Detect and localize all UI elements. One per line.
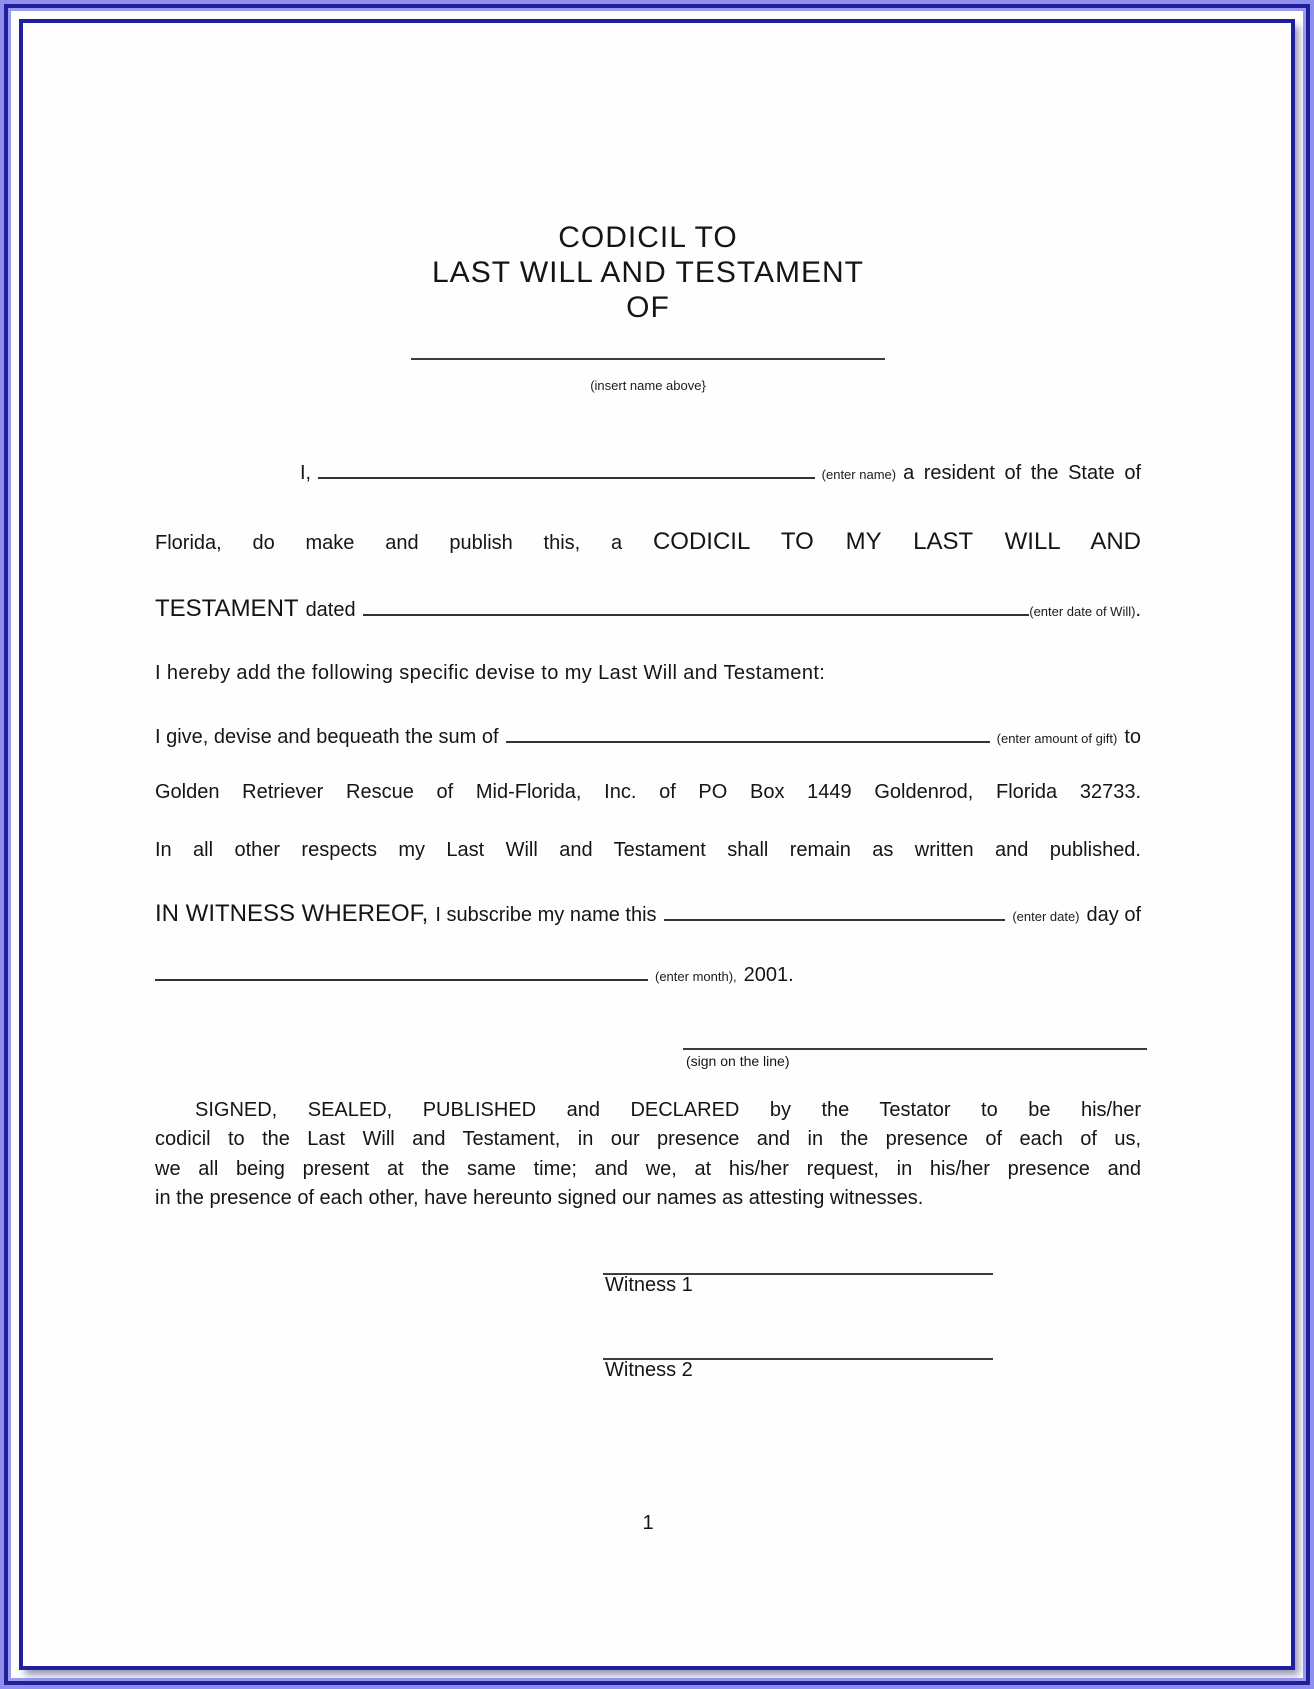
enter-name-note: (enter name): [821, 467, 897, 482]
page-number: 1: [642, 1512, 654, 1534]
attestation-line-1: SIGNED, SEALED, PUBLISHED and DECLARED by the Testator to be his/her: [195, 1099, 1141, 1121]
subscribe-text: I subscribe my name this: [435, 904, 657, 926]
dated-text: dated: [305, 599, 356, 621]
month-blank[interactable]: [155, 976, 648, 981]
respects-line: In all other respects my Last Will and Testament shall remain as written and published.: [155, 839, 1141, 861]
enter-month-note: (enter month),: [655, 969, 737, 984]
enter-date-of-will-note: (enter date of Will): [1029, 604, 1136, 619]
opening-line: [155, 462, 1141, 485]
witness2-label: Witness 2: [605, 1359, 693, 1381]
testator-name-blank[interactable]: [411, 338, 885, 360]
document-title: [155, 220, 1141, 325]
testator-signature-line[interactable]: [683, 1028, 1147, 1050]
year-text: 2001.: [743, 964, 794, 986]
pronoun-text: I,: [300, 462, 312, 484]
date-blank[interactable]: [664, 916, 1006, 921]
resident-text: a resident of the State of: [903, 462, 1141, 484]
to-text: to: [1124, 726, 1141, 748]
witness2-signature-line[interactable]: [603, 1338, 993, 1360]
sign-note: (sign on the line): [686, 1053, 790, 1069]
month-year-line: [155, 964, 1141, 987]
title-line-1: CODICIL TO: [558, 221, 738, 254]
period-text: .: [1135, 599, 1141, 621]
gift-amount-blank[interactable]: [506, 738, 990, 743]
title-line-2: LAST WILL AND TESTAMENT: [432, 256, 864, 289]
give-line: [155, 726, 1141, 749]
enter-date-note: (enter date): [1012, 909, 1080, 924]
enter-amount-note: (enter amount of gift): [996, 731, 1118, 746]
name-blank[interactable]: [318, 474, 815, 479]
witness-whereof-line: [155, 900, 1141, 928]
florida-line: [155, 528, 1141, 556]
insert-name-note: (insert name above}: [590, 378, 706, 393]
witness-whereof-caps: IN WITNESS WHEREOF,: [155, 900, 429, 927]
attestation-paragraph: [155, 1096, 1141, 1214]
attestation-line-2: codicil to the Last Will and Testament, in our presence and in the presence of each of us,: [155, 1128, 1141, 1151]
title-line-3: OF: [626, 291, 670, 324]
witness1-label: Witness 1: [605, 1274, 693, 1296]
day-of-text: day of: [1086, 904, 1141, 926]
testament-dated-line: [155, 595, 1141, 623]
witness1-signature-line[interactable]: [603, 1253, 993, 1275]
testament-caps-text: TESTAMENT: [155, 595, 299, 622]
beneficiary-line: Golden Retriever Rescue of Mid-Florida, Inc. of PO Box 1449 Goldenrod, Florida 32733.: [155, 781, 1141, 803]
attestation-line-3: we all being present at the same time; and we, at his/her request, in his/her presence and: [155, 1157, 1141, 1180]
hereby-line: I hereby add the following specific devise to my Last Will and Testament:: [155, 662, 826, 684]
florida-text: Florida, do make and publish this, a: [155, 532, 623, 554]
codicil-caps-text: CODICIL TO MY LAST WILL AND: [652, 528, 1141, 555]
give-text: I give, devise and bequeath the sum of: [155, 726, 499, 748]
attestation-line-4: in the presence of each other, have hereunto signed our names as attesting witnesses.: [155, 1187, 924, 1210]
will-date-blank[interactable]: [363, 611, 1030, 616]
